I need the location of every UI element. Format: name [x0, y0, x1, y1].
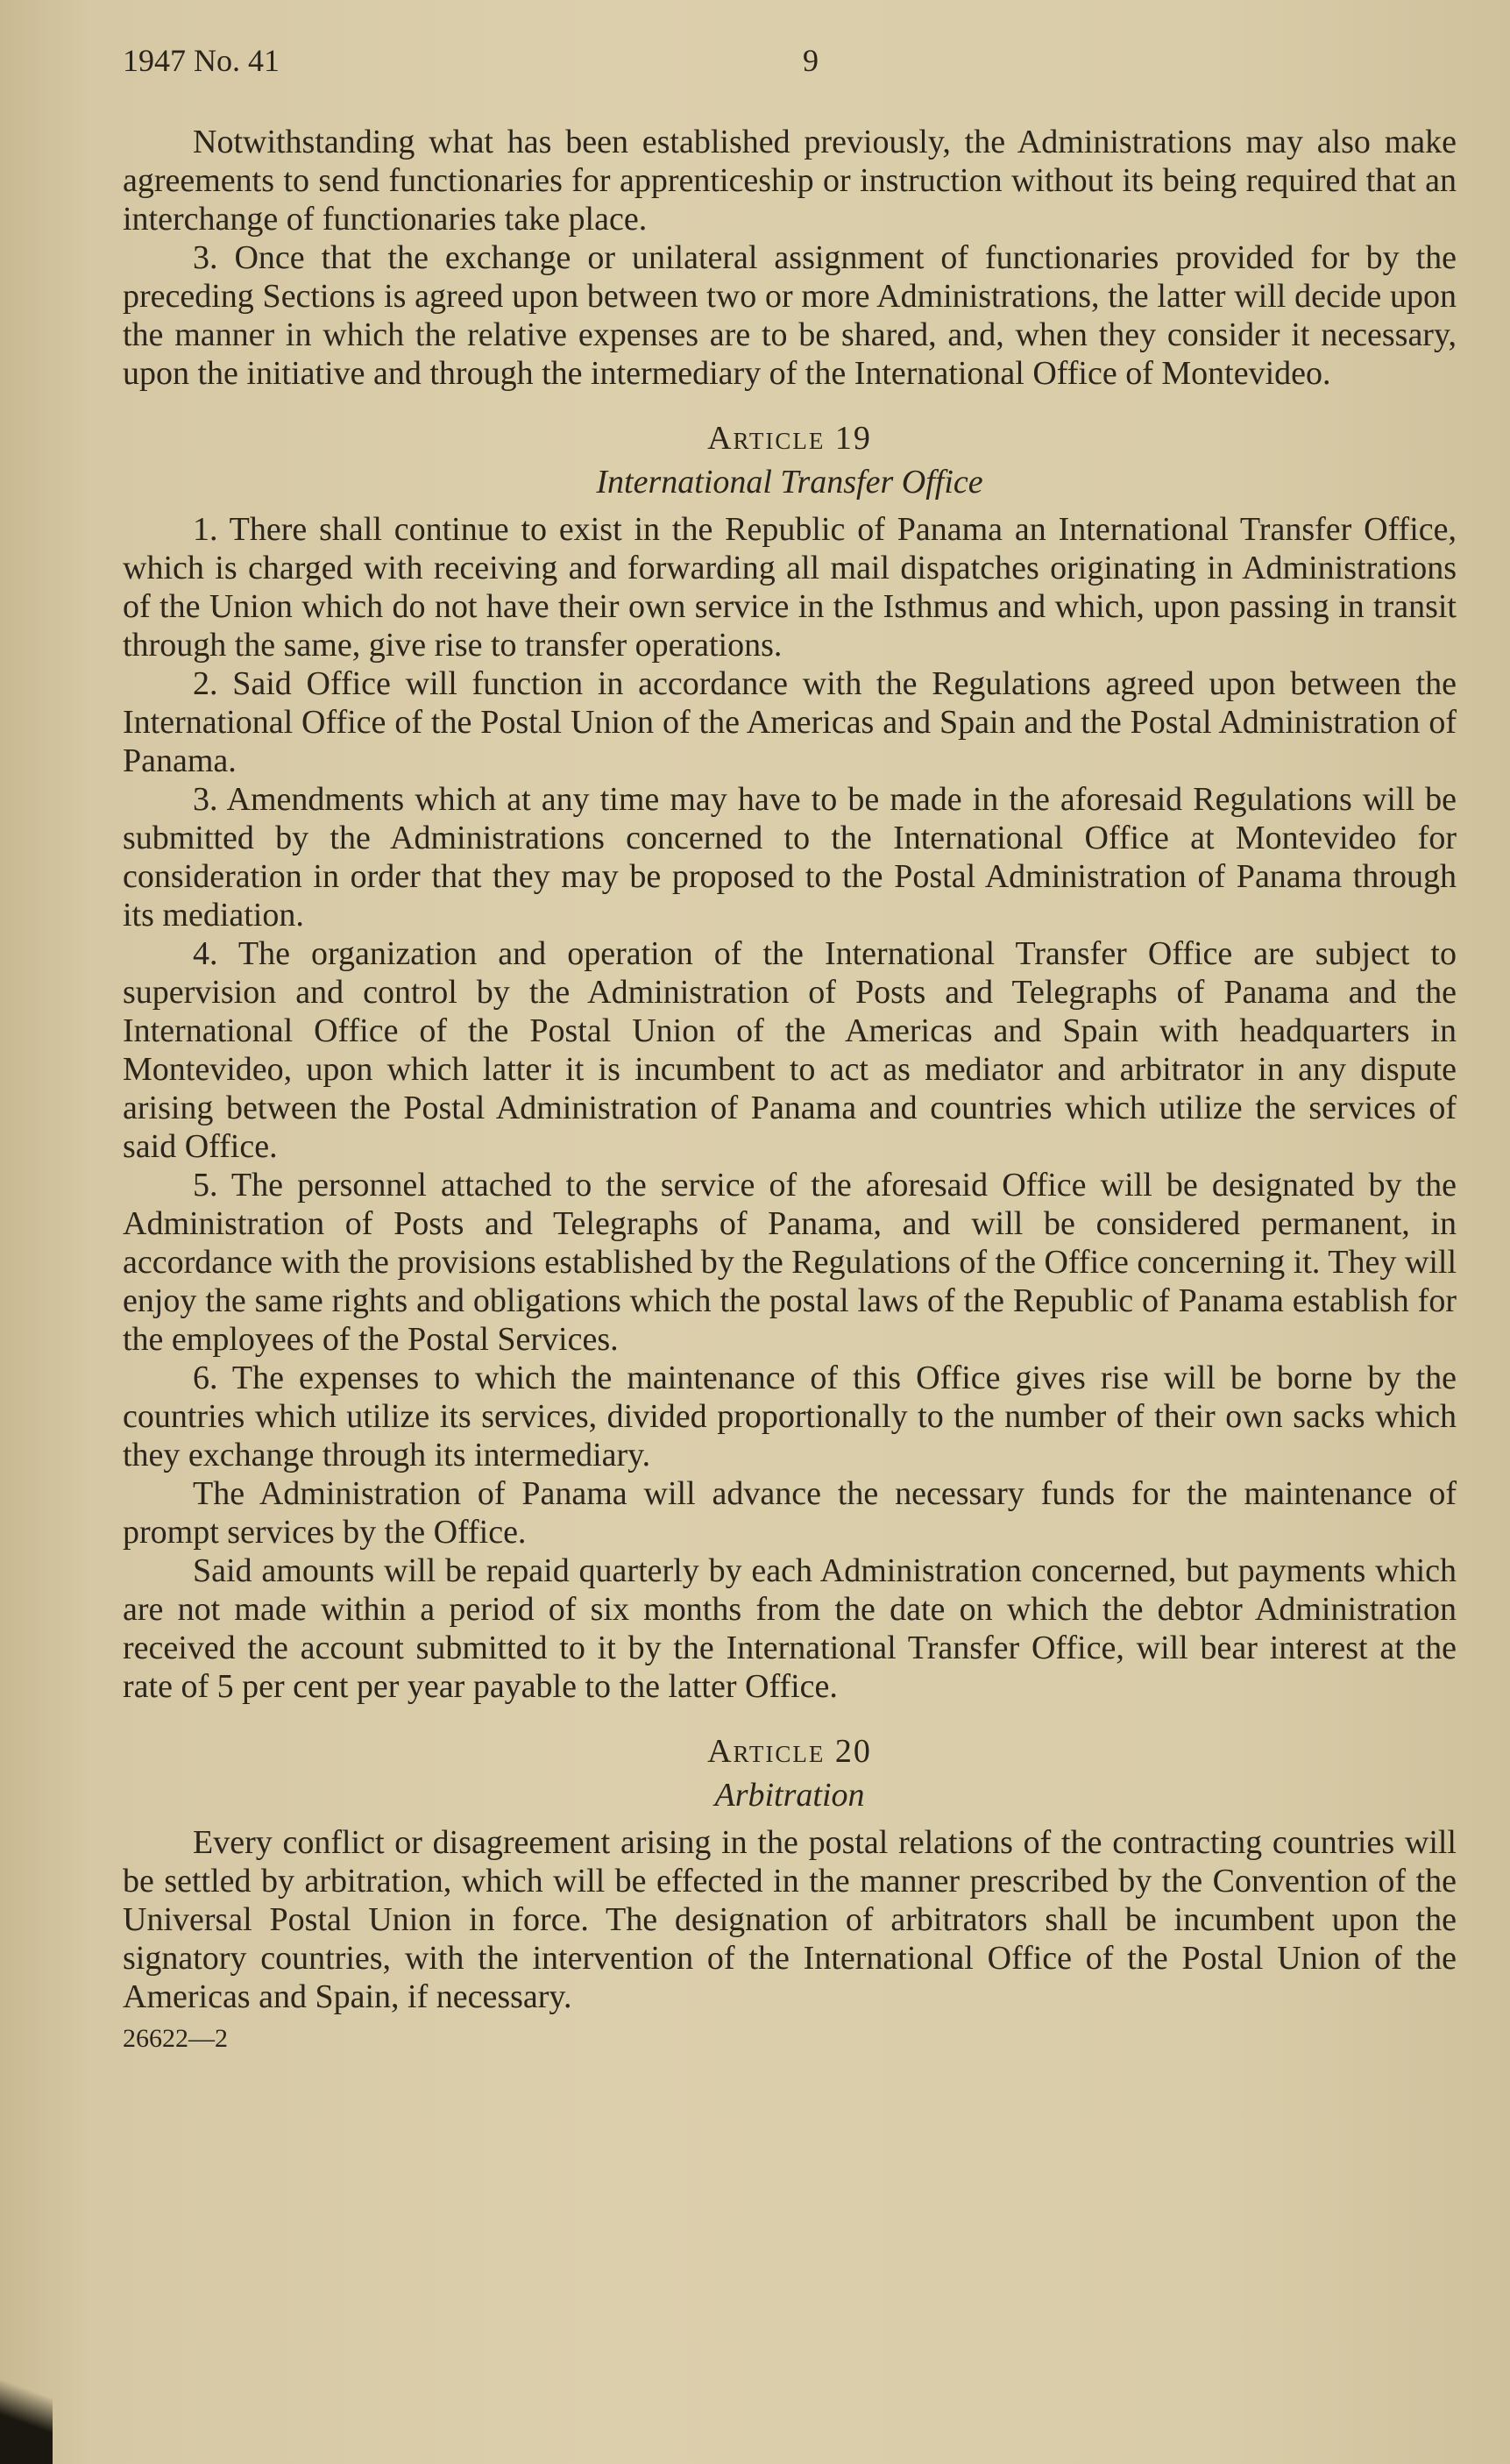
paragraph: 1. There shall continue to exist in the Republic of Panama an International Transfer Office, which is charged with receiving and forwarding all mail dispatches originating in Administrations of the Union which do not have their own service in the Isthmus and which, upon passing in transit through the same, give rise to transfer operations. — [123, 511, 1457, 664]
paragraph: 2. Said Office will function in accordance with the Regulations agreed upon between the International Office of the Postal Union of the Americas and Spain and the Postal Administration of Panama. — [123, 665, 1457, 779]
paragraph: Said amounts will be repaid quarterly by each Administration concerned, but payments which are not made within a period of six months from the date on which the debtor Administration received the account submitted to it by the International Transfer Office, will bear interest at the rate of 5 per cent per year payable to the latter Office. — [123, 1552, 1457, 1705]
paragraph: Notwithstanding what has been established previously, the Administrations may also make agreements to send functionaries for apprenticeship or instruction without its being required that an interchange of functionaries take place. — [123, 124, 1457, 238]
paragraph: The Administration of Panama will advance the necessary funds for the maintenance of prompt services by the Office. — [123, 1475, 1457, 1551]
paragraph: Every conflict or disagreement arising in the postal relations of the contracting countries will be settled by arbitration, which will be effected in the manner prescribed by the Convention of the Universal Postal Union in force. The designation of arbitrators shall be incumbent upon the signatory countries, with the intervention of the International Office of the Postal Union of the Americas and Spain, if necessary. — [123, 1824, 1457, 2015]
article-19-heading: Article 19 — [707, 420, 872, 457]
print-code: 26622—2 — [123, 2024, 228, 2053]
paragraph: 6. The expenses to which the maintenance of this Office gives rise will be borne by the countries which utilize its services, divided proportionally to the number of their own sacks which they exchange through its intermediary. — [123, 1360, 1457, 1473]
article-20-title: Arbitration — [714, 1777, 865, 1814]
paragraph: 5. The personnel attached to the service of the aforesaid Office will be designated by the Administration of Posts and Telegraphs of Panama, and will be considered permanent, in accordance with the provisions established by the Regulations of the Office concerning it. They will enjoy the same rights and obligations which the postal laws of the Republic of Panama establish for the employees of the Postal Services. — [123, 1167, 1457, 1358]
page-header — [123, 42, 1457, 86]
paragraph: 3. Once that the exchange or unilateral assignment of functionaries provided for by the preceding Sections is agreed upon between two or more Administrations, the latter will decide upon the manner in which the relative expenses are to be shared, and, when they consider it necessary, upon the initiative and through the intermediary of the International Office of Montevideo. — [123, 239, 1457, 392]
paragraph: 4. The organization and operation of the International Transfer Office are subject to supervision and control by the Administration of Posts and Telegraphs of Panama and the International Office of the Postal Union of the Americas and Spain with headquarters in Montevideo, upon which latter it is incumbent to act as mediator and arbitrator in any dispute arising between the Postal Administration of Panama and countries which utilize the services of said Office. — [123, 935, 1457, 1165]
paragraph: 3. Amendments which at any time may have to be made in the aforesaid Regulations will be submitted by the Administrations concerned to the International Office at Montevideo for consideration in order that they may be proposed to the Postal Administration of Panama through its mediation. — [123, 781, 1457, 934]
document-citation: 1947 No. 41 — [123, 43, 280, 78]
page-body — [123, 123, 1457, 2058]
article-20-heading: Article 20 — [707, 1733, 872, 1770]
article-19-title: International Transfer Office — [596, 464, 983, 501]
page-number: 9 — [803, 43, 819, 78]
